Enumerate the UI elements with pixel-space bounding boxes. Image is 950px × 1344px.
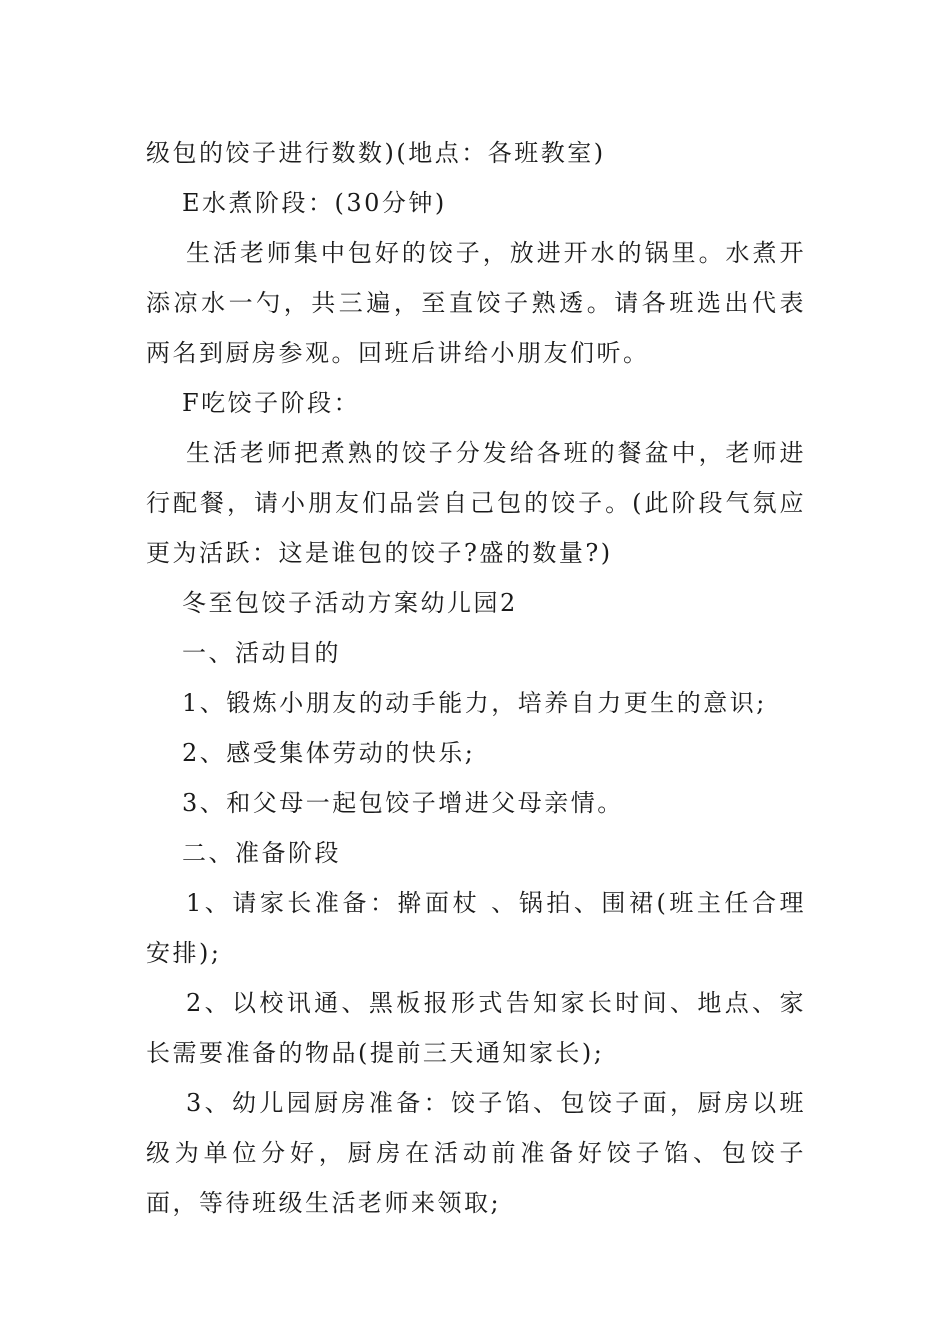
list-item-purpose-1: 1、锻炼小朋友的动手能力，培养自力更生的意识; [182, 689, 767, 717]
list-item-purpose-2: 2、感受集体劳动的快乐; [182, 739, 476, 767]
paragraph-continuation: 级包的饺子进行数数)(地点：各班教室) [146, 139, 606, 167]
section-title-plan-2: 冬至包饺子活动方案幼儿园2 [182, 589, 518, 617]
heading-boiling-stage: E水煮阶段：(30分钟) [182, 189, 447, 217]
list-item-preparation-3: 3、幼儿园厨房准备：饺子馅、包饺子面，厨房以班级为单位分好，厨房在活动前准备好饺子馅、包饺子面，等待班级生活老师来领取; [146, 1089, 806, 1217]
paragraph-boiling-description: 生活老师集中包好的饺子，放进开水的锅里。水煮开添凉水一勺，共三遍，至直饺子熟透。请各班选出代表两名到厨房参观。回班后讲给小朋友们听。 [146, 239, 806, 367]
heading-eating-stage: F吃饺子阶段： [182, 389, 361, 417]
heading-activity-purpose: 一、活动目的 [182, 639, 341, 667]
heading-preparation-stage: 二、准备阶段 [182, 839, 341, 867]
list-item-preparation-2: 2、以校讯通、黑板报形式告知家长时间、地点、家长需要准备的物品(提前三天通知家长); [146, 989, 806, 1067]
list-item-purpose-3: 3、和父母一起包饺子增进父母亲情。 [182, 789, 624, 817]
list-item-preparation-1: 1、请家长准备：擀面杖 、锅拍、围裙(班主任合理安排); [146, 889, 806, 967]
paragraph-eating-description: 生活老师把煮熟的饺子分发给各班的餐盆中，老师进行配餐，请小朋友们品尝自己包的饺子。(此阶段气氛应更为活跃：这是谁包的饺子?盛的数量?) [146, 439, 806, 567]
document-body [146, 128, 806, 1228]
